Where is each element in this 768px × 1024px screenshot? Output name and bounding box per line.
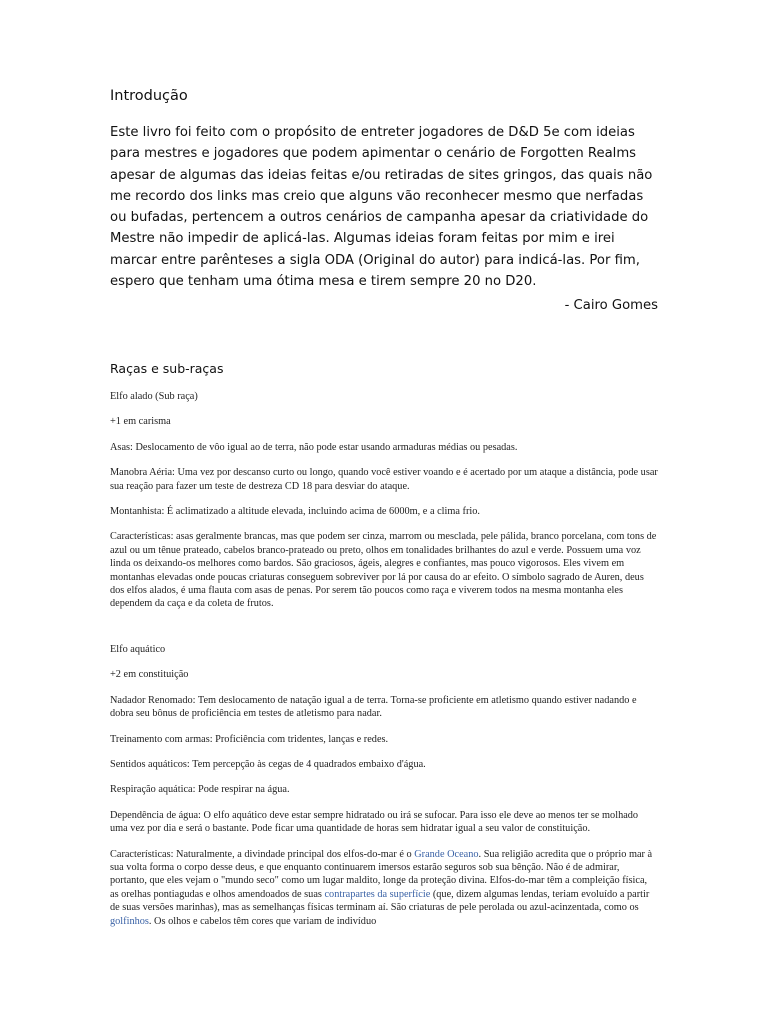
trait-manobra-aeria: Manobra Aéria: Uma vez por descanso curto ou longo, quando você estiver voando e é acertado por um ataque a distância, pode usar sua reação para fazer um teste de destreza CD 18 para desviar do ataque. xyxy=(110,467,658,492)
race-bonus: +1 em carisma xyxy=(110,416,171,428)
trait-nadador-renomado: Nadador Renomado: Tem deslocamento de natação igual a de terra. Torna-se proficiente em atletismo quando estiver nadando e dobra seu bônus de proficiência em testes de atletismo para nadar. xyxy=(110,694,637,720)
section-title-racas: Raças e sub-raças xyxy=(110,361,224,376)
trait-asas: Asas: Deslocamento de vôo igual ao de terra, não pode estar usando armaduras médias ou pesadas. xyxy=(110,441,518,453)
trait-montanhista: Montanhista: É aclimatizado a altitude elevada, incluindo acima de 6000m, e a clima frio. xyxy=(110,506,480,518)
text-segment: (que, dizem algumas lendas, teriam evoluído a partir de suas versões marinhas), mas as semelhanças físicas terminam aí. São criaturas de pele perolada ou azul-acinzentada, como os xyxy=(110,888,650,914)
trait-dependencia-agua: Dependência de água: O elfo aquático deve estar sempre hidratado ou irá se sufocar. Para isso ele deve ao menos ter se molhado uma vez por dia e será o bastante. Pode ficar uma quantidade de horas sem hidratar igual a seu valor de constituição. xyxy=(110,809,639,835)
intro-title: Introdução xyxy=(110,88,188,104)
text-segment: . Os olhos e cabelos têm cores que variam de indivíduo xyxy=(148,915,377,927)
trait-respiracao-aquatica: Respiração aquática: Pode respirar na água. xyxy=(110,784,290,796)
race-bonus: +2 em constituição xyxy=(110,669,189,681)
spacer xyxy=(110,623,658,643)
link-grande-oceano[interactable]: Grande Oceano xyxy=(414,848,479,860)
races-content xyxy=(110,390,658,940)
trait-treinamento-armas: Treinamento com armas: Proficiência com tridentes, lanças e redes. xyxy=(110,733,389,745)
text-segment: Características: Naturalmente, a divindade principal dos elfos-do-mar é o xyxy=(110,848,415,860)
trait-caracteristicas-aquatico xyxy=(110,848,658,928)
race-title-elfo-alado: Elfo alado (Sub raça) xyxy=(110,391,198,402)
author-signature: - Cairo Gomes xyxy=(564,298,658,313)
trait-caracteristicas: Características: asas geralmente brancas, mas que podem ser cinza, marrom ou mesclada, pele pálida, branco porcelana, com tons de azul ou um tênue prateado, cabelos branco-prateado ou preto, olhos em tonalidades brilhantes do azul e verde. Possuem uma voz linda os deixando-os melhores como bardos. São graciosos, ágeis, alegres e confiantes, mas pouco vigorosos. Eles vivem em montanhas elevadas onde poucas criaturas conseguem sobreviver por lá por causa do ar efeito. O símbolo sagrado de Auren, deus dos elfos alados, é uma flauta com asas de penas. Por serem tão poucos como raça e viverem todos na mesma montanha eles dependem da caça e da coleta de frutos. xyxy=(110,531,657,610)
trait-sentidos-aquaticos: Sentidos aquáticos: Tem percepção às cegas de 4 quadrados embaixo d'água. xyxy=(110,758,426,770)
intro-paragraph: Este livro foi feito com o propósito de entreter jogadores de D&D 5e com ideias para mestres e jogadores que podem apimentar o cenário de Forgotten Realms apesar de algumas das ideias feitas e/ou retiradas de sites gringos, das quais não me recordo dos links mas creio que alguns vão reconhecer mesmo que nerfadas ou bufadas, pertencem a outros cenários de campanha apesar da criatividade do Mestre não impedir de aplicá-las. Algumas ideias foram feitas por mim e irei marcar entre parênteses a sigla ODA (Original do autor) para indicá-las. Por fim, espero que tenham uma ótima mesa e tirem sempre 20 no D20. xyxy=(110,125,653,290)
text-segment: . Sua religião acredita que o próprio mar à sua volta forma o corpo desse deus, e que enquanto continuarem imersos estarão seguros sob sua bênção. Não é de admirar, portanto, que eles vejam o "mundo seco" como um lugar maldito, longe da proteção divina. Elfos-do-mar têm a compleição física, as orelhas pontiagudas e olhos amendoados de suas xyxy=(110,848,653,900)
link-contrapartes-superficie[interactable]: contrapartes da superfície xyxy=(324,888,431,900)
race-title-elfo-aquatico: Elfo aquático xyxy=(110,643,166,655)
link-golfinhos[interactable]: golfinhos xyxy=(110,915,149,927)
